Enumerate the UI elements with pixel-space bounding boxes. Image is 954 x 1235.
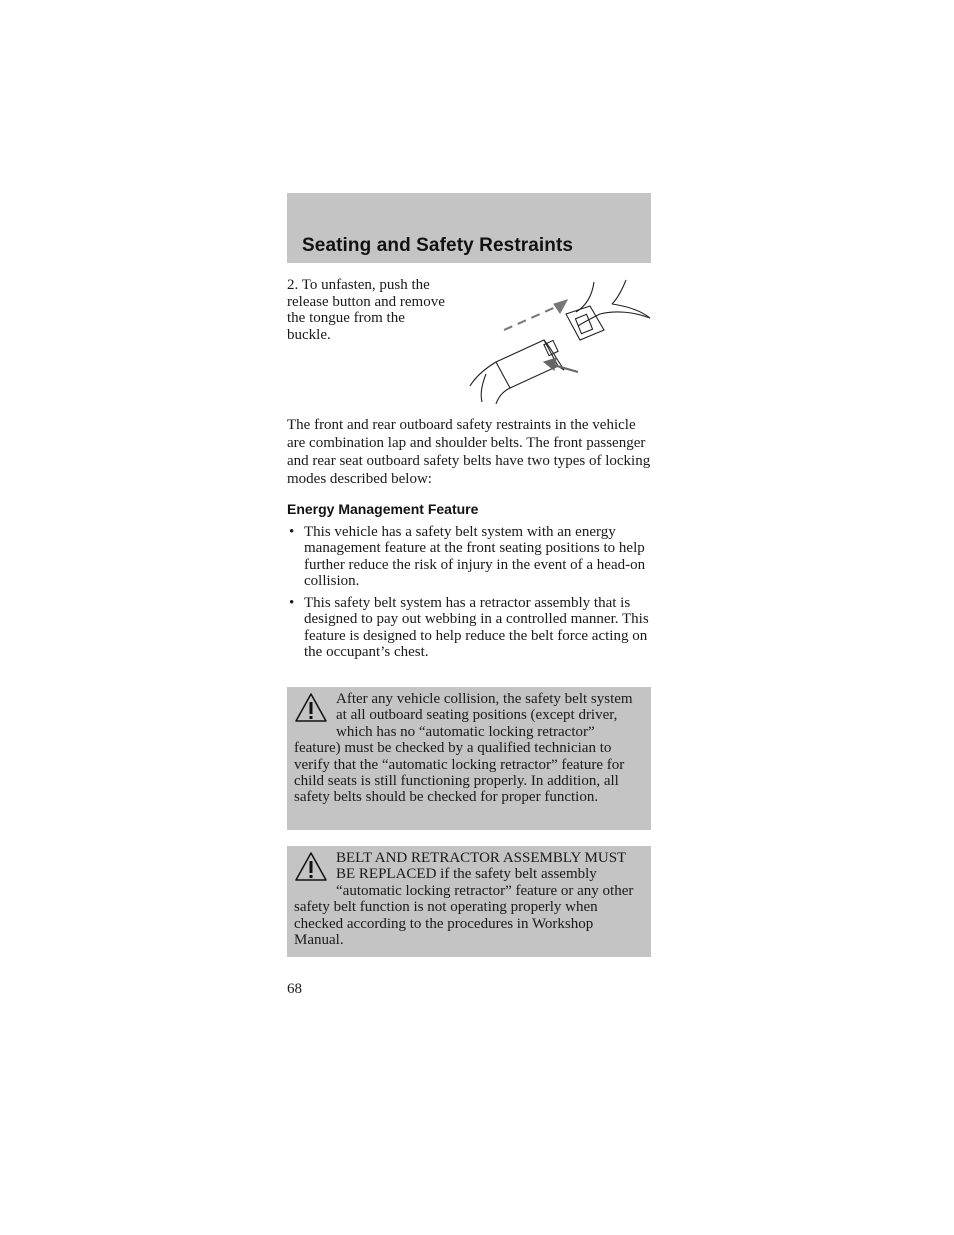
list-item-text: This vehicle has a safety belt system with an energy management feature at the front seating positions to help further reduce the risk of injury in the event of a head-on collision. bbox=[304, 524, 646, 589]
belt-description-paragraph: The front and rear outboard safety restraints in the vehicle are combination lap and shoulder belts. The front passenger and rear seat outboard safety belts have two types of locking modes described below: bbox=[287, 417, 651, 487]
bullet-icon: • bbox=[289, 595, 295, 612]
list-item-text: This safety belt system has a retractor assembly that is designed to pay out webbing in a controlled manner. This feature is designed to help reduce the belt force acting on the occupant’s chest. bbox=[304, 595, 649, 661]
warning-triangle-icon bbox=[294, 851, 328, 883]
section-header-band bbox=[287, 193, 651, 263]
replacement-warning bbox=[287, 846, 651, 957]
list-item bbox=[287, 595, 651, 660]
page-number: 68 bbox=[287, 981, 302, 997]
unfasten-step-text: 2. To unfasten, push the release button and remove the tongue from the buckle. bbox=[287, 277, 445, 343]
list-item bbox=[287, 524, 651, 589]
collision-check-warning bbox=[287, 687, 651, 830]
warning-text: BELT AND RETRACTOR ASSEMBLY MUST BE REPLACED if the safety belt assembly “automatic locking retractor” feature or any other safety belt function is not operating properly when checked according to the procedures in Workshop Manual. bbox=[294, 850, 634, 949]
seat-belt-buckle-release-illustration bbox=[466, 276, 652, 404]
warning-text: After any vehicle collision, the safety belt system at all outboard seating positions (except driver, which has no “automatic locking retractor” feature) must be checked by a qualified technician to verify that the “automatic locking retractor” feature for child seats is still functioning properly. In addition, all safety belts should be checked for proper function. bbox=[294, 691, 633, 806]
section-title: Seating and Safety Restraints bbox=[302, 235, 574, 256]
energy-management-list bbox=[287, 524, 651, 666]
warning-triangle-icon bbox=[294, 692, 328, 724]
bullet-icon: • bbox=[289, 524, 295, 540]
energy-management-heading: Energy Management Feature bbox=[287, 501, 479, 517]
